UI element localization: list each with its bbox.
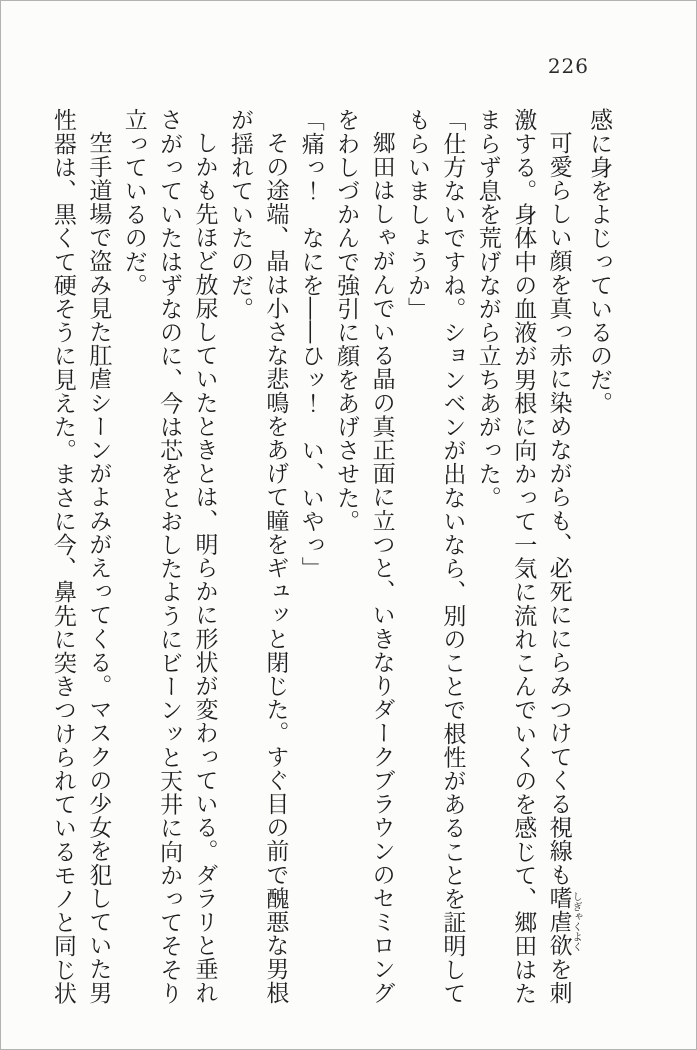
paragraph: しかも先ほど放尿していたときとは、明らかに形状が変わっている。ダラリと垂れさがっていたはずなのに、今は芯をとおしたようにビーンッと天井に向かってそそり立っているのだ。 bbox=[120, 108, 218, 1005]
paragraph: 「痛っ！ なにを――ひッ！ い、いやっ」 bbox=[297, 108, 324, 580]
paragraph: 感に身をよじっているのだ。 bbox=[586, 108, 612, 415]
page-number: 226 bbox=[547, 54, 589, 78]
furigana: しぎゃくよく bbox=[570, 886, 582, 958]
paragraph: その途端、晶は小さな悲鳴をあげて瞳をギュッと閉じた。すぐ目の前で醜悪な男根が揺れていたのだ。 bbox=[226, 108, 289, 1005]
paragraph: 「仕方ないですね。ションベンが出ないなら、別のことで根性があることを証明してもらいましょうか」 bbox=[403, 108, 466, 1005]
text-block bbox=[45, 108, 617, 1008]
paragraph: 郷田はしゃがんでいる晶の真正面に立つと、いきなりダークブラウンのセミロングをわしづかんで強引に顔をあげさせた。 bbox=[333, 108, 395, 1005]
ruby-annotated-word: 嗜虐欲しぎゃくよく bbox=[545, 886, 582, 958]
paragraph: 空手道場で盗み見た肛虐シーンがよみがえってくる。マスクの少女を犯していた男性器は、黒くて硬そうに見えた。まさに今、鼻先に突きつけられているモノと同じ状 bbox=[49, 108, 112, 1005]
paragraph: 可愛らしい顔を真っ赤に染めながらも、必死ににらみつけてくる視線も嗜虐欲しぎゃくよくを刺激する。身体中の血液が男根に向かって一気に流れこんでいくのを感じて、郷田はたまらず息を荒げながら立ちあがった。 bbox=[474, 108, 582, 1005]
